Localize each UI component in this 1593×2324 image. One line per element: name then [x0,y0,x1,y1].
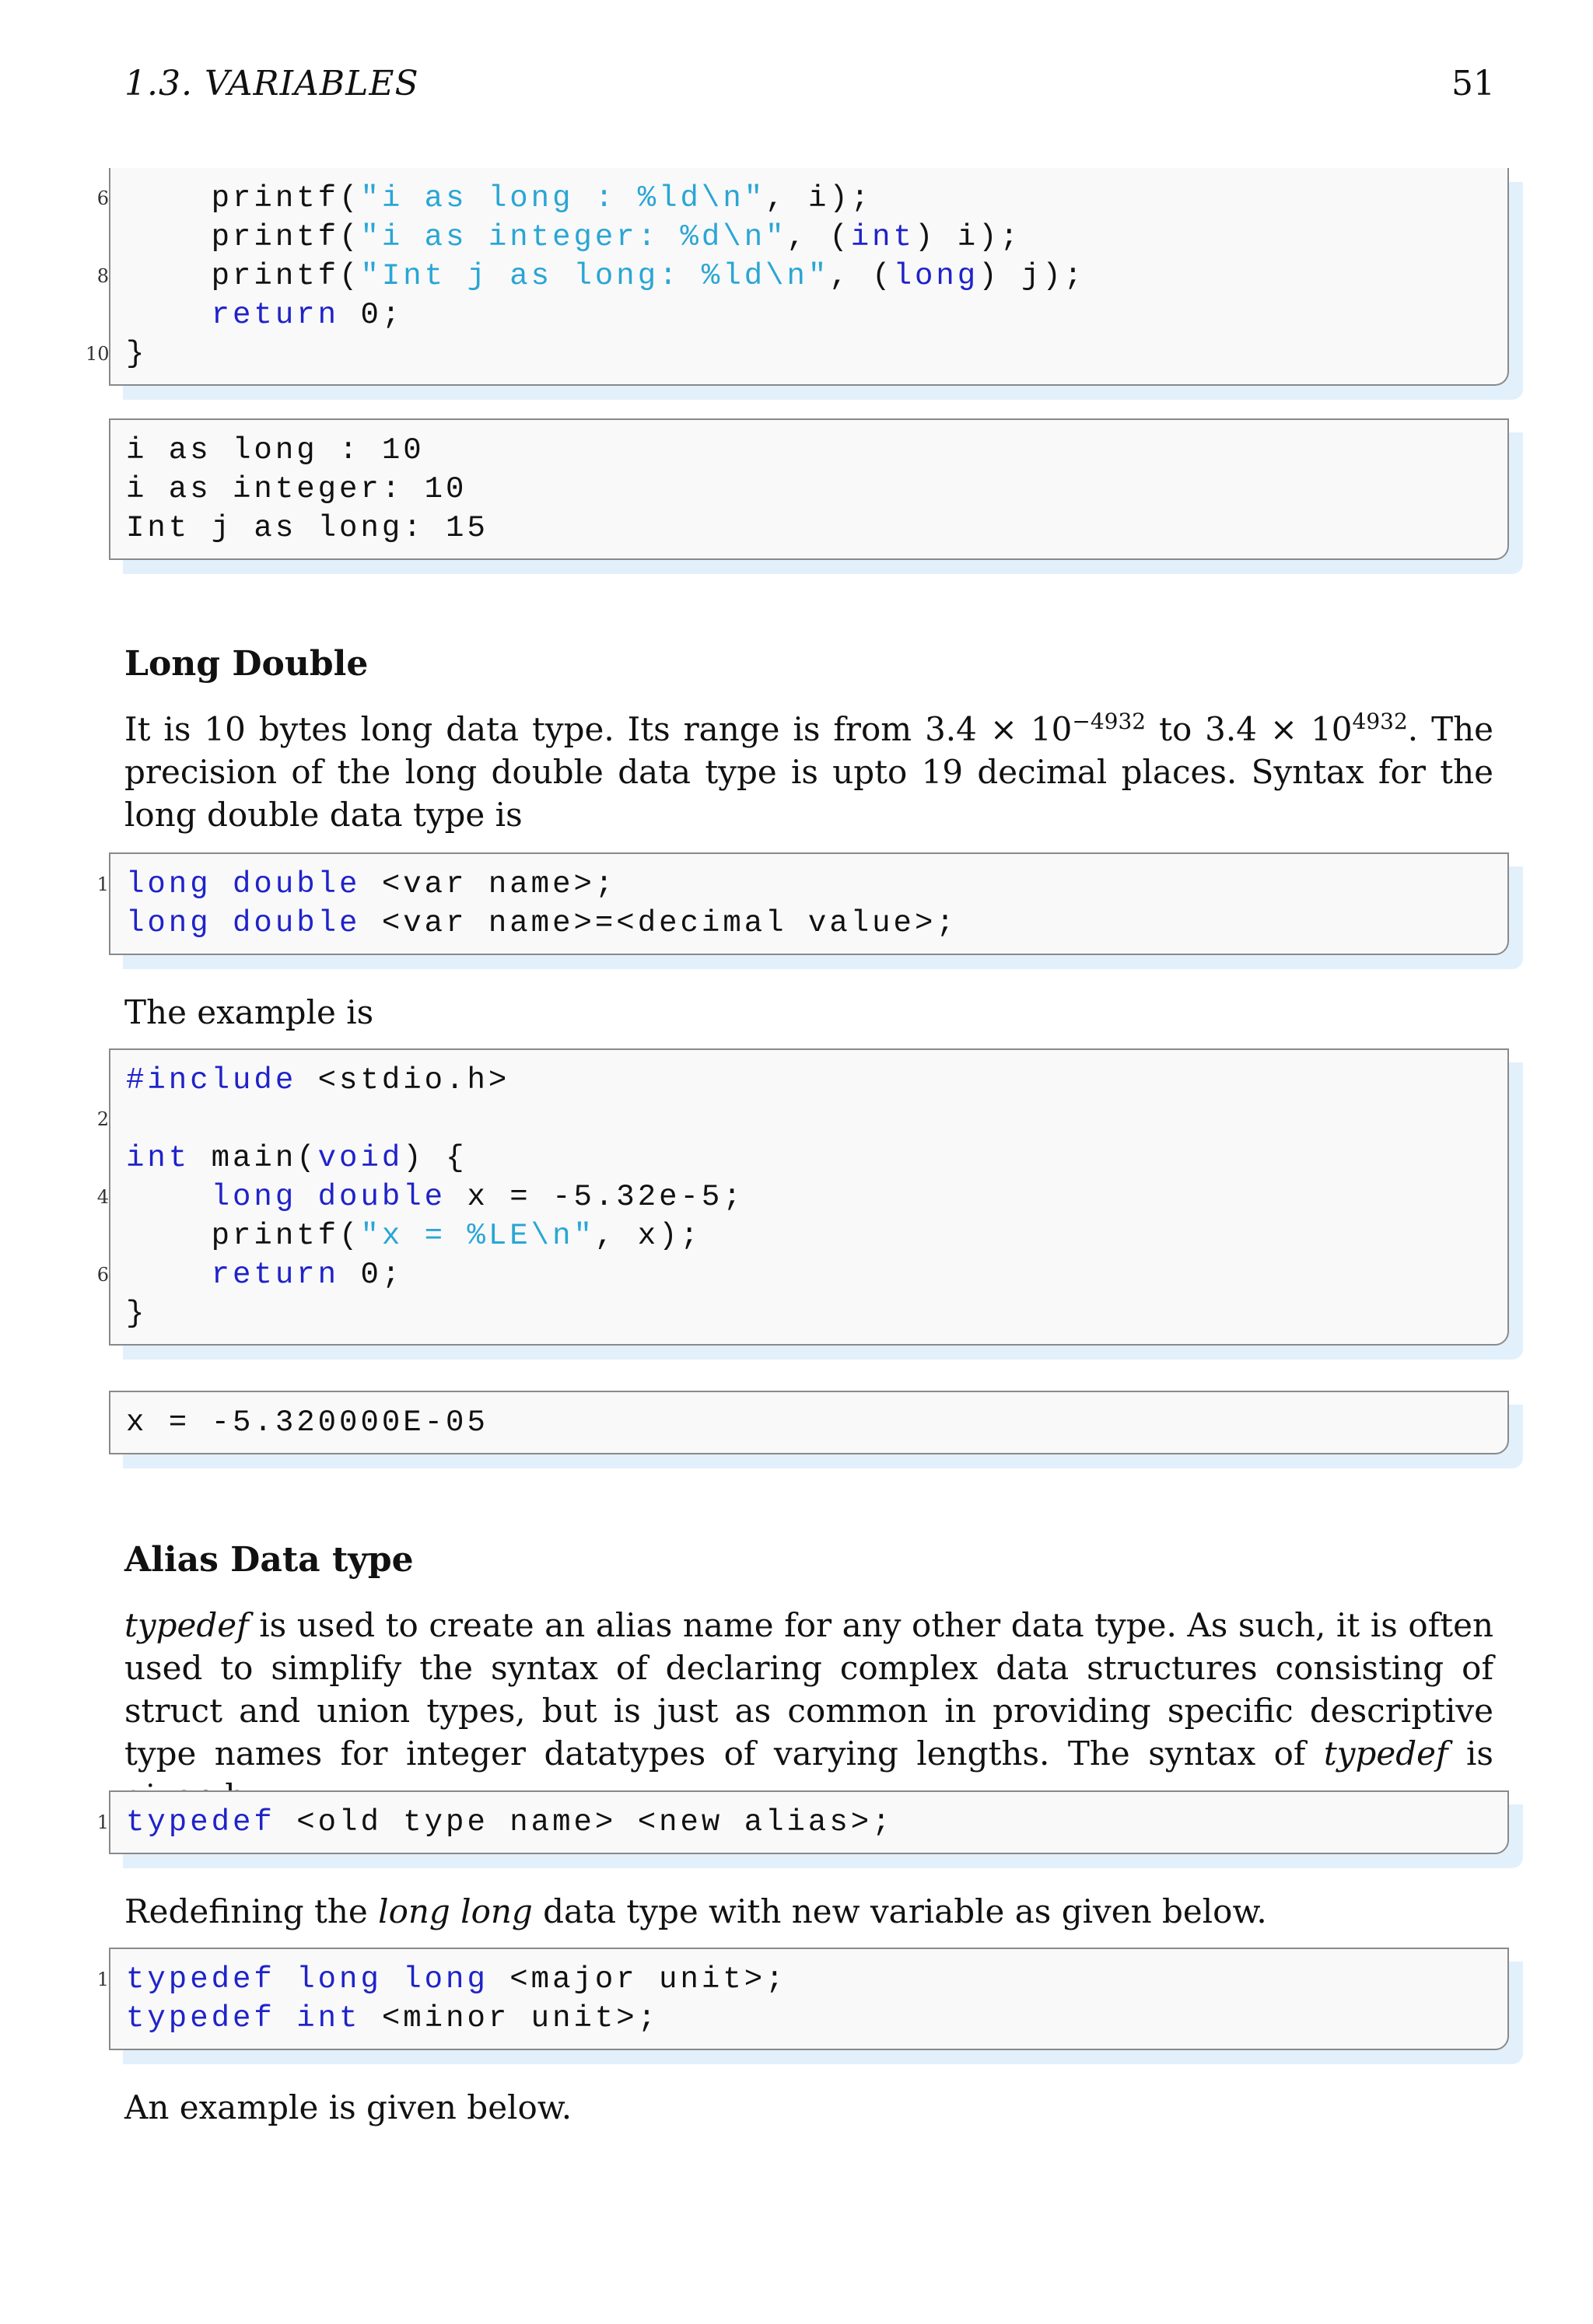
code-text: printf( [126,220,361,254]
code-text: ) { [403,1141,467,1175]
code-text: <stdio.h> [296,1063,510,1097]
code-line [126,1061,1507,1100]
code-text: } [126,337,148,371]
line-number: 1 [96,1969,109,1990]
code-text: main( [190,1141,318,1175]
code-line [86,334,1507,373]
line-number: 1 [96,1811,109,1833]
code-text: , ( [786,220,851,254]
code-line [126,904,1507,943]
code-keyword: long double [126,867,361,901]
text: to 3.4 × 10 [1146,710,1353,748]
code-line [126,296,1507,334]
line-number: 6 [96,187,109,209]
paragraph-example-intro: The example is [124,993,374,1031]
code-text: , x); [594,1219,702,1253]
code-block-long-double-syntax [96,852,1509,955]
code-text [126,298,212,332]
code-line [96,1255,1507,1294]
code-text: printf( [126,1219,361,1253]
code-box [96,852,1509,955]
code-text: ) i); [914,220,1021,254]
code-string: "Int j as long: %ld\n" [360,259,830,293]
code-keyword: int [126,1141,191,1175]
heading-long-double: Long Double [124,644,369,684]
text: data type with new variable as given below. [532,1892,1267,1930]
code-line [126,218,1507,257]
code-line [96,1100,1507,1139]
section-title: 1.3. VARIABLES [124,64,419,103]
paragraph-closing: An example is given below. [124,2088,572,2126]
code-line [126,1294,1507,1333]
code-text: <old type name> <new alias>; [275,1805,894,1839]
code-text: printf( [126,259,361,293]
line-number: 6 [96,1264,109,1286]
code-text: <var name>=<decimal value>; [360,906,958,940]
running-header [124,64,1495,110]
code-string: "i as long : %ld\n" [360,181,766,215]
code-keyword: #include [126,1063,297,1097]
code-keyword: long double [211,1180,446,1214]
page-number: 51 [1451,64,1495,103]
line-number: 2 [96,1108,109,1130]
line-number: 4 [96,1186,109,1208]
output-block-1 [109,418,1509,560]
code-block-continued [86,168,1509,386]
code-keyword: typedef long long [126,1962,488,1997]
heading-alias-data-type: Alias Data type [124,1540,414,1580]
code-keyword: long [893,259,979,293]
text: . The precision of the long double data type is upto 19 decimal places. Syntax for the long double data type is [124,710,1493,834]
text: It is 10 bytes long data type. Its range is from 3.4 × 10 [124,710,1073,748]
code-text: , i); [765,181,873,215]
code-keyword: return [211,1258,340,1292]
exponent: −4932 [1072,709,1147,734]
code-line [96,865,1507,904]
output-box [109,418,1509,560]
text: is used to create an alias name for any other data type. As such, it is often used to simplify the syntax of declaring complex data structures consisting of struct and union types, but is just as common in providing specific descriptive type names for integer datatypes of varying lengths. The syntax of [124,1606,1493,1773]
code-line [126,1216,1507,1255]
code-box [96,1790,1509,1854]
code-text: <minor unit>; [360,2001,660,2035]
line-number: 1 [96,873,109,895]
code-block-long-double-example [96,1048,1509,1346]
code-keyword: typedef [126,1805,275,1839]
paragraph-long-double [124,708,1493,836]
output-line: x = -5.320000E-05 [126,1405,488,1440]
code-text: 0; [339,298,404,332]
code-box [96,1948,1509,2050]
output-line: i as long : 10 [126,433,425,467]
code-text: <var name>; [360,867,617,901]
code-block-typedef-redefine [96,1948,1509,2050]
code-text [126,1258,212,1292]
line-number: 10 [86,343,110,365]
line-number: 8 [96,265,109,287]
code-box [96,1048,1509,1346]
term: long long [378,1892,533,1930]
code-block-typedef-syntax [96,1790,1509,1854]
code-keyword: void [317,1141,404,1175]
code-line [126,1999,1507,2038]
code-line [96,1803,1507,1842]
code-line [126,1139,1507,1178]
code-text: } [126,1297,148,1331]
code-keyword: int [850,220,915,254]
exponent: 4932 [1352,709,1408,734]
code-keyword: long double [126,906,361,940]
code-line [96,257,1507,296]
code-line [96,1960,1507,1999]
output-box [109,1391,1509,1454]
code-string: "x = %LE\n" [360,1219,595,1253]
code-text: x = -5.32e-5; [446,1180,744,1214]
code-text: , ( [829,259,894,293]
term: typedef [1323,1734,1448,1773]
code-keyword: typedef int [126,2001,361,2035]
code-box [86,168,1509,386]
text: is [1466,1734,1493,1773]
output-block-2 [109,1391,1509,1454]
code-text: <major unit>; [488,1962,787,1997]
output-line: Int j as long: 15 [126,511,488,545]
term: typedef [124,1606,249,1644]
paragraph-redefine [124,1890,1493,1933]
code-text: ) j); [979,259,1086,293]
code-line [96,179,1507,218]
code-text: 0; [339,1258,404,1292]
paragraph-alias [124,1604,1493,1818]
code-text [126,1180,212,1214]
code-string: "i as integer: %d\n" [360,220,787,254]
output-line: i as integer: 10 [126,472,467,506]
text: Redefining the [124,1892,379,1930]
code-line [96,1178,1507,1216]
code-text: printf( [126,181,361,215]
code-keyword: return [211,298,340,332]
